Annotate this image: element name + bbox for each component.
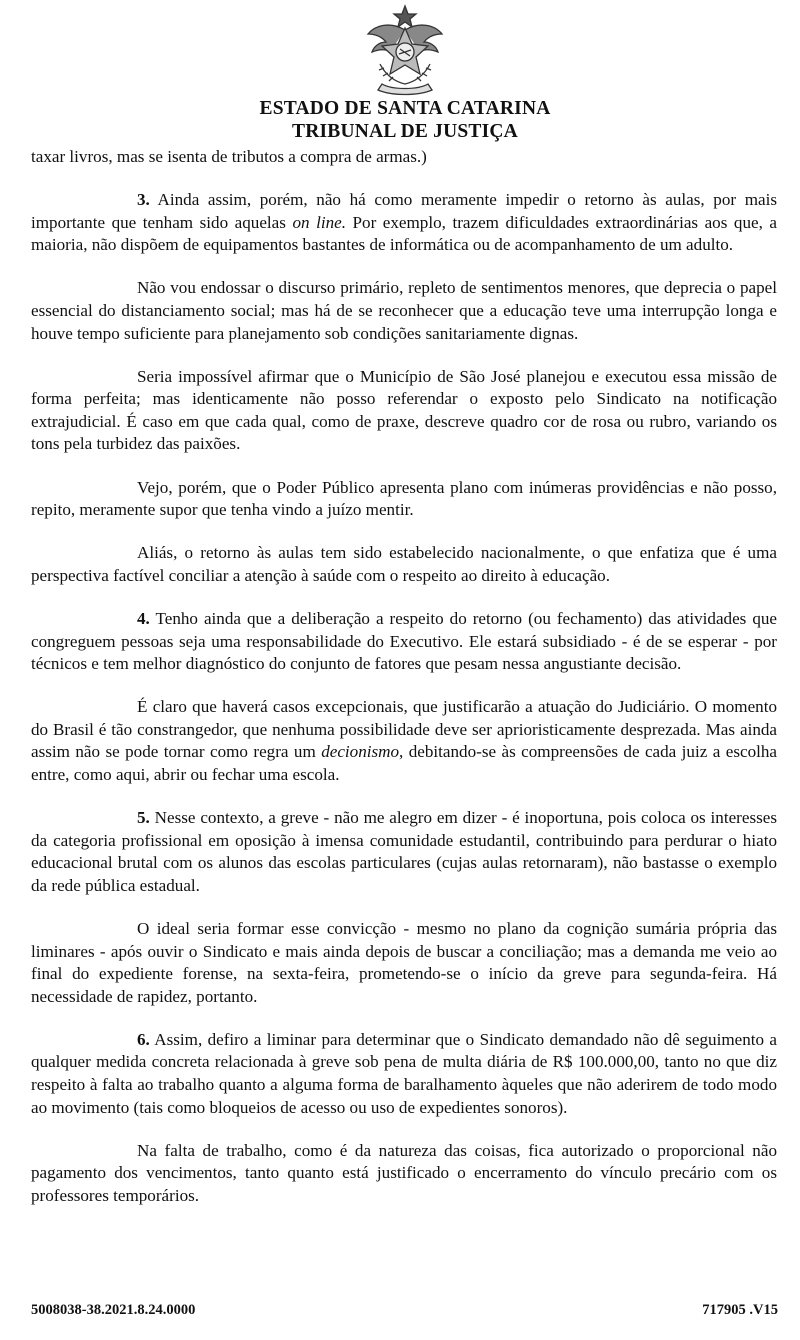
process-number: 5008038-38.2021.8.24.0000 xyxy=(31,1302,196,1318)
document-code: 717905 .V15 xyxy=(702,1302,778,1318)
paragraph: Não vou endossar o discurso primário, repleto de sentimentos menores, que deprecia o papel essencial do distanciamento social; mas há de se reconhecer que a educação teve uma interrupção longa e houve tempo suficiente para planejamento sob condições sanitariamente dignas. xyxy=(31,278,777,343)
paragraph: 4. Tenho ainda que a deliberação a respeito do retorno (ou fechamento) das atividades que congreguem pessoas seja uma responsabilidade do Executivo. Ele estará subsidiado - é de se esperar - por técnicos e tem melhor diagnóstico do conjunto de fatores que pesam nessa angustiante decisão. xyxy=(31,608,777,674)
paragraph: 5. Nesse contexto, a greve - não me alegro em dizer - é inoportuna, pois coloca os interesses da categoria profissional em oposição à imensa comunidade estudantil, contribuindo para perdurar o hiato educacional brutal com os alunos das escolas particulares (cujas aulas retornaram), não bastasse o exemplo da rede pública estadual. xyxy=(31,808,777,895)
paragraph: Aliás, o retorno às aulas tem sido estabelecido nacionalmente, o que enfatiza que é uma perspectiva factível conciliar a atenção à saúde com o respeito ao direito à educação. xyxy=(31,543,777,585)
document-body xyxy=(31,146,777,1207)
paragraph: É claro que haverá casos excepcionais, que justificarão a atuação do Judiciário. O momento do Brasil é tão constrangedor, que nenhuma possibilidade deve ser aprioristicamente desprezada. Mas ainda assim não se pode tornar como regra um decionismo, debitando-se às compreensões de cada juiz a escolha entre, como aqui, abrir ou fechar uma escola. xyxy=(31,697,777,784)
item-number: 5. xyxy=(137,808,150,828)
item-number: 4. xyxy=(137,608,150,628)
header-court: TRIBUNAL DE JUSTIÇA xyxy=(292,121,518,142)
paragraph: Vejo, porém, que o Poder Público apresenta plano com inúmeras providências e não posso, repito, meramente supor que tenha vindo a juízo mentir. xyxy=(31,477,777,520)
header-state: ESTADO DE SANTA CATARINA xyxy=(259,98,551,119)
paragraph: Seria impossível afirmar que o Município de São José planejou e executou essa missão de forma perfeita; mas identicamente não posso referendar o exposto pelo Sindicato na notificação extrajudicial. É caso em que cada qual, como de praxe, descreve quadro cor de rosa ou rubro, variando os tons pela turbidez das paixões. xyxy=(31,366,777,454)
paragraph: 6. Assim, defiro a liminar para determinar que o Sindicato demandado não dê seguimento a qualquer medida concreta relacionada à greve sob pena de multa diária de R$ 100.000,00, tanto no que diz respeito à falta ao trabalho quanto a alguma forma de baralhamento àqueles que não aderirem de todo modo ao movimento (tais como bloqueios de acesso ou uso de expedientes sonoros). xyxy=(31,1029,777,1117)
paragraph: 3. Ainda assim, porém, não há como meramente impedir o retorno às aulas, por mais importante que tenham sido aquelas on line. Por exemplo, trazem dificuldades extraordinárias aos que, a maioria, não dispõem de equipamentos bastantes de informática ou de acompanhamento de um adulto. xyxy=(31,190,777,255)
paragraph: taxar livros, mas se isenta de tributos a compra de armas.) xyxy=(31,147,427,166)
item-number: 3. xyxy=(137,190,150,210)
item-number: 6. xyxy=(137,1029,150,1049)
paragraph: Na falta de trabalho, como é da natureza das coisas, fica autorizado o proporcional não pagamento dos vencimentos, tanto quanto está justificado o encerramento do vínculo precário com os professores temporários. xyxy=(31,1140,777,1205)
paragraph: O ideal seria formar esse convicção - mesmo no plano da cognição sumária própria das liminares - após ouvir o Sindicato e mais ainda depois de buscar a conciliação; mas a demanda me veio ao final do expediente forense, na sexta-feira, prometendo-se o início da greve para segunda-feira. Há necessidade de rapidez, portanto. xyxy=(31,918,777,1006)
coat-of-arms-icon xyxy=(362,4,448,96)
